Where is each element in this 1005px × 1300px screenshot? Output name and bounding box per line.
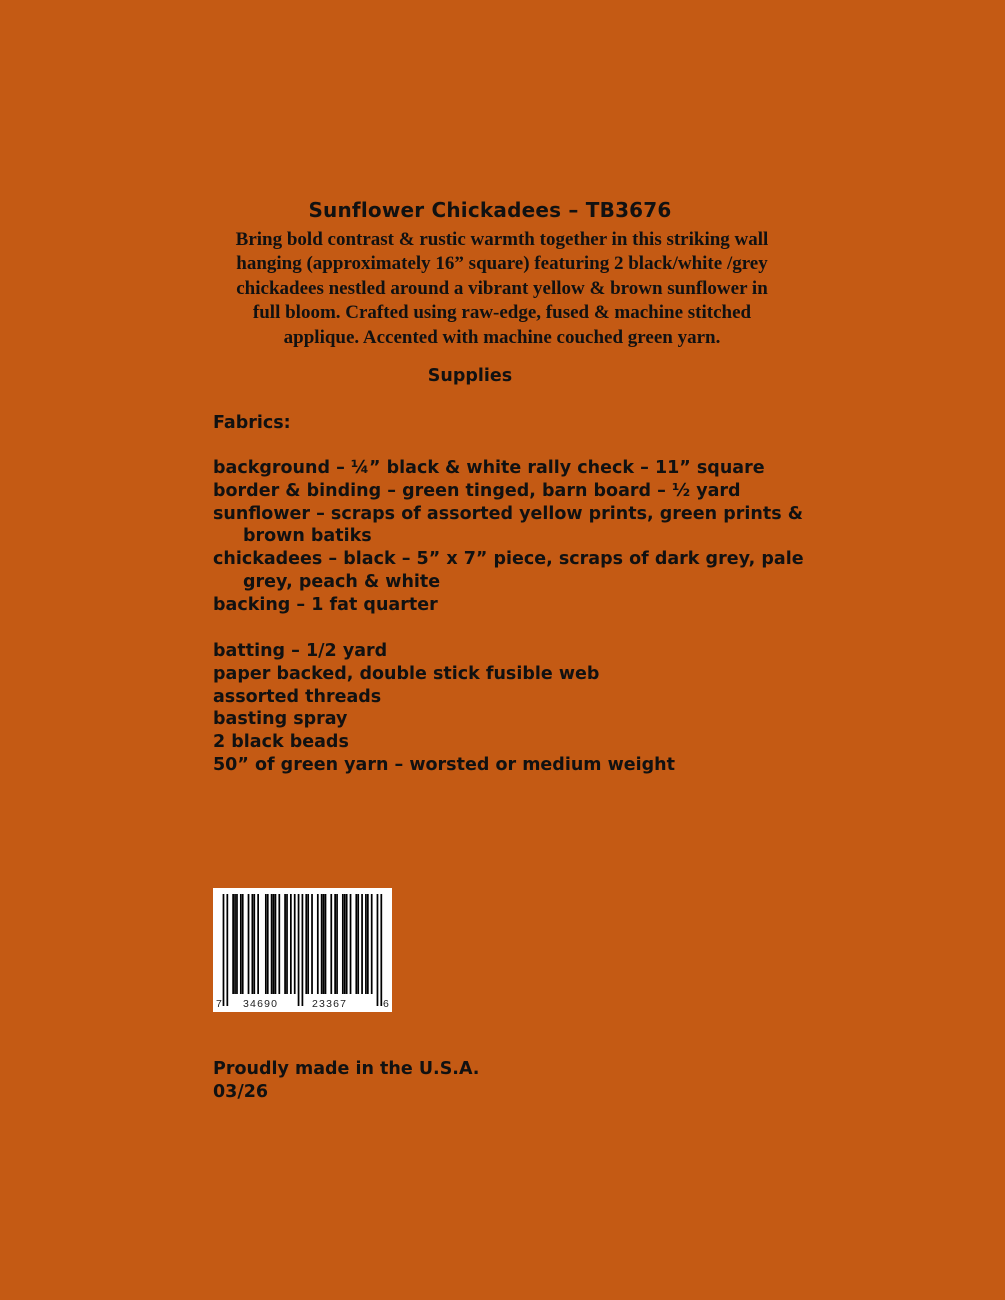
barcode-bar (371, 894, 373, 994)
made-in-label: Proudly made in the U.S.A. (213, 1059, 480, 1079)
barcode-bar (365, 894, 367, 994)
barcode-digit-first: 7 (216, 998, 222, 1010)
barcode-bar (307, 894, 309, 994)
barcode-digits-left: 34690 (243, 998, 279, 1010)
barcode-bar (325, 894, 327, 994)
barcode-bar (367, 894, 369, 994)
barcode-bar (240, 894, 242, 994)
barcode-bar (323, 894, 325, 994)
barcode-bar (350, 894, 352, 994)
barcode-bar (275, 894, 277, 994)
barcode-bar (253, 894, 255, 994)
barcode-bar (342, 894, 344, 994)
barcode-bar (294, 894, 296, 994)
fabrics-list (213, 457, 813, 617)
barcode-bar (311, 894, 313, 994)
list-item: chickadees – black – 5” x 7” piece, scraps of dark grey, pale grey, peach & white (213, 549, 804, 592)
barcode-bar (236, 894, 238, 994)
other-supplies-list (213, 640, 813, 777)
barcode-bar (334, 894, 336, 994)
barcode-bar (380, 894, 382, 1006)
barcode-bar (290, 894, 292, 994)
barcode-digits-right: 23367 (312, 998, 348, 1010)
list-item: backing – 1 fat quarter (213, 594, 438, 615)
barcode-bar (265, 894, 267, 994)
barcode-bar (361, 894, 363, 994)
description-line: chickadees nestled around a vibrant yellow & brown sunflower in (236, 277, 768, 299)
barcode-bar (330, 894, 332, 994)
barcode-bar (355, 894, 357, 994)
barcode-bar (232, 894, 234, 994)
barcode-bar (284, 894, 286, 994)
barcode-bar (302, 894, 304, 1006)
list-item: batting – 1/2 yard (213, 641, 388, 661)
barcode-bar (321, 894, 323, 994)
barcode-bar (234, 894, 236, 994)
print-date: 03/26 (213, 1082, 269, 1102)
barcode-bar (305, 894, 307, 994)
list-item: assorted threads (213, 686, 382, 707)
list-item: 2 black beads (213, 732, 349, 753)
barcode-digit-last: 6 (383, 998, 389, 1010)
barcode-bar (257, 894, 259, 994)
description-line: hanging (approximately 16” square) featuring 2 black/white /grey (236, 253, 768, 275)
barcode-bar (267, 894, 269, 994)
list-item: paper backed, double stick fusible web (213, 663, 600, 684)
description-line: applique. Accented with machine couched green yarn. (283, 326, 721, 348)
list-item: sunflower – scraps of assorted yellow prints, green prints & brown batiks (213, 503, 803, 547)
barcode-bar (346, 894, 348, 994)
list-item: 50” of green yarn – worsted or medium weight (213, 754, 675, 775)
barcode-bar (271, 894, 273, 994)
barcode-bar (377, 894, 379, 1006)
fabrics-label: Fabrics: (213, 413, 291, 433)
barcode-bar (344, 894, 346, 994)
list-item: border & binding – green tinged, barn board – ½ yard (213, 480, 741, 501)
barcode-bar (336, 894, 338, 994)
pattern-description (212, 228, 792, 350)
supplies-heading: Supplies (427, 366, 513, 386)
upc-barcode (213, 888, 392, 1012)
barcode-bar (223, 894, 225, 1006)
barcode-bar (298, 894, 300, 1006)
description-line: full bloom. Crafted using raw-edge, fused & machine stitched (252, 302, 752, 324)
footer (213, 1058, 479, 1104)
barcode-bar (278, 894, 280, 994)
barcode-bar (226, 894, 228, 1006)
barcode-bar (251, 894, 253, 994)
barcode-bar (286, 894, 288, 994)
barcode-bar (273, 894, 275, 994)
barcode-bar (357, 894, 359, 994)
list-item: background – ¼” black & white rally check – 11” square (213, 458, 765, 478)
barcode-bar (317, 894, 319, 994)
pattern-title: Sunflower Chickadees – TB3676 (308, 198, 672, 222)
list-item: basting spray (213, 709, 348, 730)
description-line: Bring bold contrast & rustic warmth together in this striking wall (235, 229, 769, 250)
barcode-bar (248, 894, 250, 994)
barcode-bar (242, 894, 244, 994)
barcode-bars (213, 888, 392, 1012)
